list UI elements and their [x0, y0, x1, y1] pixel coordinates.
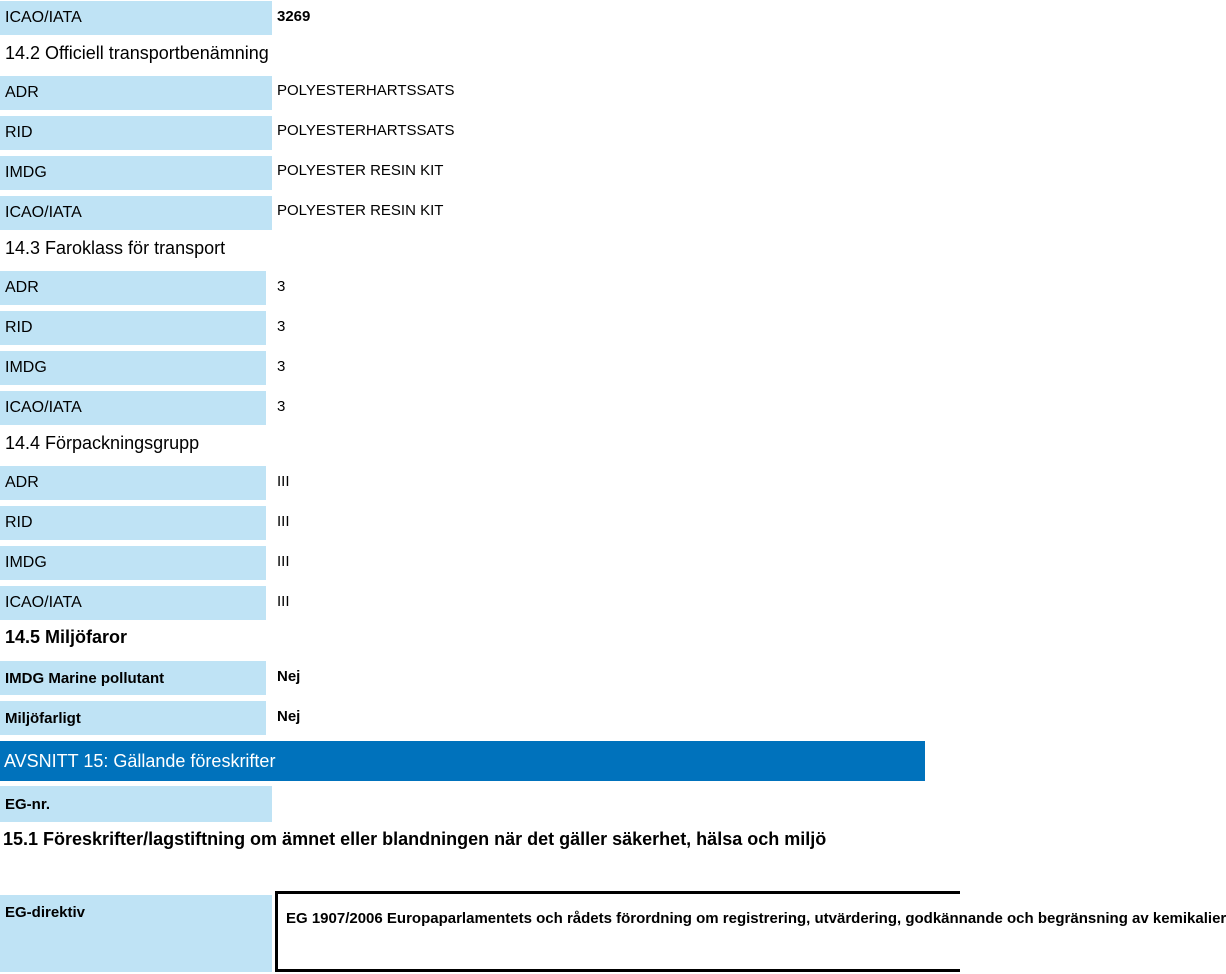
- value-un-number: 3269: [277, 8, 311, 25]
- label-icao-iata-un: ICAO/IATA: [0, 1, 272, 35]
- value-adr-name: POLYESTERHARTSSATS: [277, 82, 455, 99]
- section-14-5-title: 14.5 Miljöfaror: [5, 627, 128, 647]
- section-14-2-title: 14.2 Officiell transportbenämning: [5, 43, 269, 63]
- label-miljofarligt: Miljöfarligt: [0, 701, 266, 735]
- value-adr-group: III: [277, 473, 290, 490]
- value-rid-class: 3: [277, 318, 286, 335]
- value-marine-pollutant: Nej: [277, 668, 301, 685]
- label-eg-direktiv: EG-direktiv: [0, 895, 272, 972]
- label-eg-nr: EG-nr.: [0, 786, 272, 822]
- directive-box: [275, 891, 1226, 972]
- label-adr-group: ADR: [0, 466, 266, 500]
- label-icao-iata: ICAO/IATA: [0, 196, 272, 230]
- label-adr-class: ADR: [0, 271, 266, 305]
- label-rid-group: RID: [0, 506, 266, 540]
- label-imdg: IMDG: [0, 156, 272, 190]
- section-15-1-title: 15.1 Föreskrifter/lagstiftning om ämnet eller blandningen när det gäller säkerhet, hälsa och miljö: [3, 829, 827, 849]
- section-14-3-title: 14.3 Faroklass för transport: [5, 238, 226, 258]
- value-rid-group: III: [277, 513, 290, 530]
- value-icao-iata-name: POLYESTER RESIN KIT: [277, 202, 444, 219]
- value-icao-iata-group: III: [277, 593, 290, 610]
- section-14-4-title: 14.4 Förpackningsgrupp: [5, 433, 200, 453]
- label-marine-pollutant: IMDG Marine pollutant: [0, 661, 266, 695]
- value-imdg-class: 3: [277, 358, 286, 375]
- label-icao-iata-group: ICAO/IATA: [0, 586, 266, 620]
- value-eg-directive: EG 1907/2006 Europaparlamentets och rådets förordning om registrering, utvärdering, godkännande och begränsning av kemikalier: [286, 910, 1226, 927]
- value-rid-name: POLYESTERHARTSSATS: [277, 122, 455, 139]
- value-icao-iata-class: 3: [277, 398, 286, 415]
- label-rid: RID: [0, 116, 272, 150]
- label-rid-class: RID: [0, 311, 266, 345]
- label-adr: ADR: [0, 76, 272, 110]
- section-15-banner: AVSNITT 15: Gällande föreskrifter: [0, 741, 925, 781]
- value-adr-class: 3: [277, 278, 286, 295]
- value-imdg-group: III: [277, 553, 290, 570]
- label-icao-iata-class: ICAO/IATA: [0, 391, 266, 425]
- value-miljofarligt: Nej: [277, 708, 301, 725]
- label-imdg-class: IMDG: [0, 351, 266, 385]
- value-imdg-name: POLYESTER RESIN KIT: [277, 162, 444, 179]
- label-imdg-group: IMDG: [0, 546, 266, 580]
